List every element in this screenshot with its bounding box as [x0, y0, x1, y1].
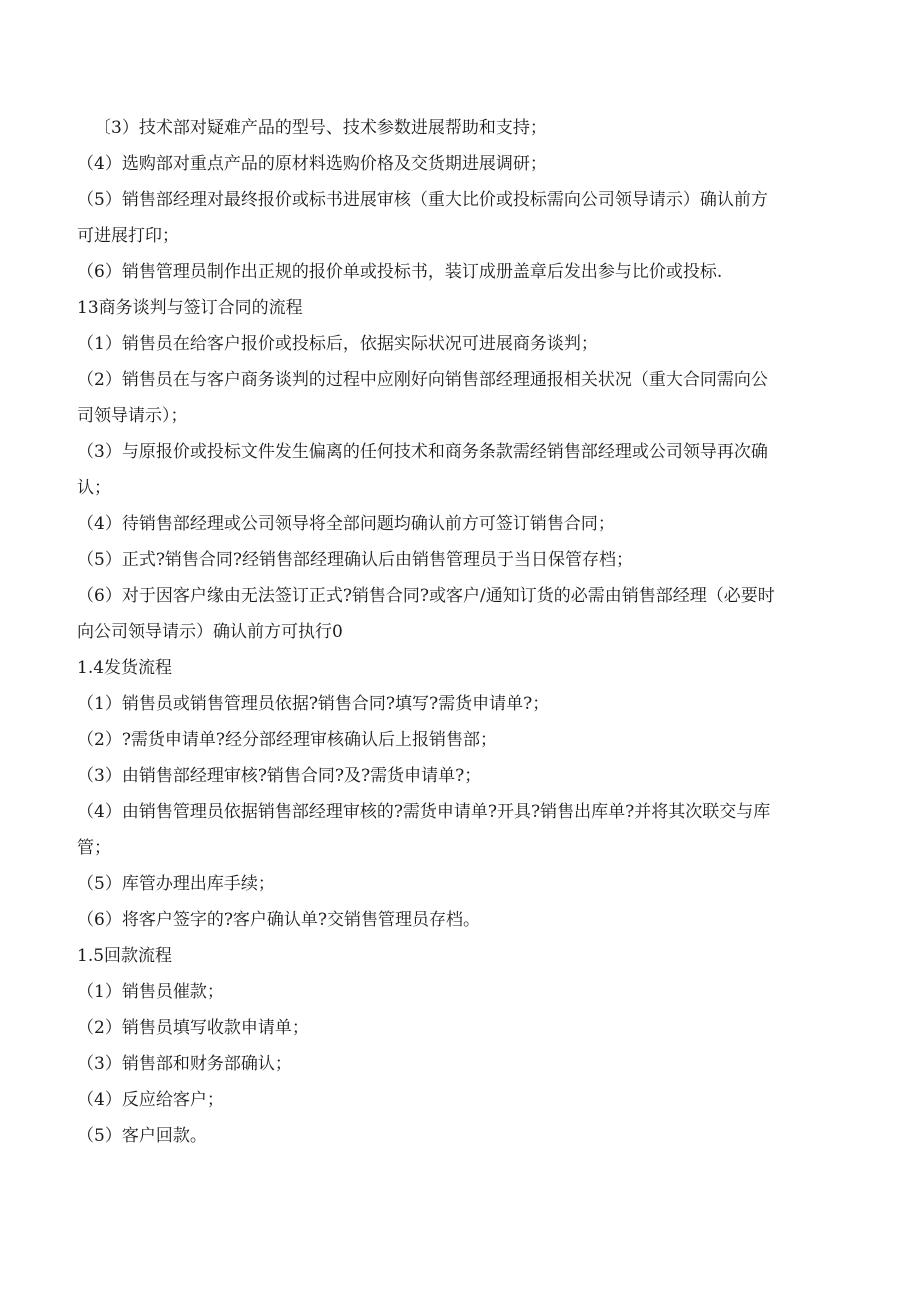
- text-line: （3）销售部和财务部确认；: [77, 1054, 292, 1074]
- text-line: （2）?需货申请单?经分部经理审核确认后上报销售部；: [77, 730, 498, 750]
- text-line: （5）库管办理出库手续；: [77, 874, 275, 894]
- text-line: （4）待销售部经理或公司领导将全部问题均确认前方可签订销售合同；: [77, 514, 615, 534]
- text-line: （6）将客户签字的?客户确认单?交销售管理员存档。: [77, 910, 481, 930]
- text-line: （6）对于因客户缘由无法签订正式?销售合同?或客户/通知订货的必需由销售部经理（必要时: [77, 586, 775, 606]
- text-line: 司领导请示）；: [77, 406, 188, 426]
- text-line: （5）客户回款。: [77, 1126, 207, 1146]
- text-line: （3）由销售部经理审核?销售合同?及?需货申请单?；: [77, 766, 482, 786]
- text-line: （5）销售部经理对最终报价或标书进展审核（重大比价或投标需向公司领导请示）确认前方: [77, 190, 768, 210]
- text-line: 向公司领导请示）确认前方可执行0: [77, 622, 343, 642]
- text-line: （2）销售员在与客户商务谈判的过程中应刚好向销售部经理通报相关状况（重大合同需向公: [77, 370, 768, 390]
- text-line: （4）选购部对重点产品的原材料选购价格及交货期进展调研；: [77, 154, 547, 174]
- text-line: （1）销售员在给客户报价或投标后，依据实际状况可进展商务谈判；: [77, 334, 598, 354]
- text-line: 管；: [77, 838, 111, 858]
- text-line: （2）销售员填写收款申请单；: [77, 1018, 309, 1038]
- text-line: （6）销售管理员制作出正规的报价单或投标书，装订成册盖章后发出参与比价或投标.: [77, 262, 723, 282]
- text-line: （4）反应给客户；: [77, 1090, 224, 1110]
- section-heading: 13商务谈判与签订合同的流程: [77, 298, 303, 318]
- text-line: （3）与原报价或投标文件发生偏离的任何技术和商务条款需经销售部经理或公司领导再次确: [77, 442, 768, 462]
- text-line: （5）正式?销售合同?经销售部经理确认后由销售管理员于当日保管存档；: [77, 550, 634, 570]
- text-line: 认；: [77, 478, 111, 498]
- text-line: （1）销售员或销售管理员依据?销售合同?填写?需货申请单?；: [77, 694, 550, 714]
- section-heading: 1.5回款流程: [77, 946, 173, 966]
- text-line: （1）销售员催款；: [77, 982, 224, 1002]
- text-line: （4）由销售管理员依据销售部经理审核的?需货申请单?开具?销售出库单?并将其次联交与库: [77, 802, 771, 822]
- section-heading: 1.4发货流程: [77, 658, 173, 678]
- text-line: 〔3）技术部对疑难产品的型号、技术参数进展帮助和支持；: [94, 118, 547, 138]
- text-line: 可进展打印；: [77, 226, 179, 246]
- document-body: [77, 110, 857, 1154]
